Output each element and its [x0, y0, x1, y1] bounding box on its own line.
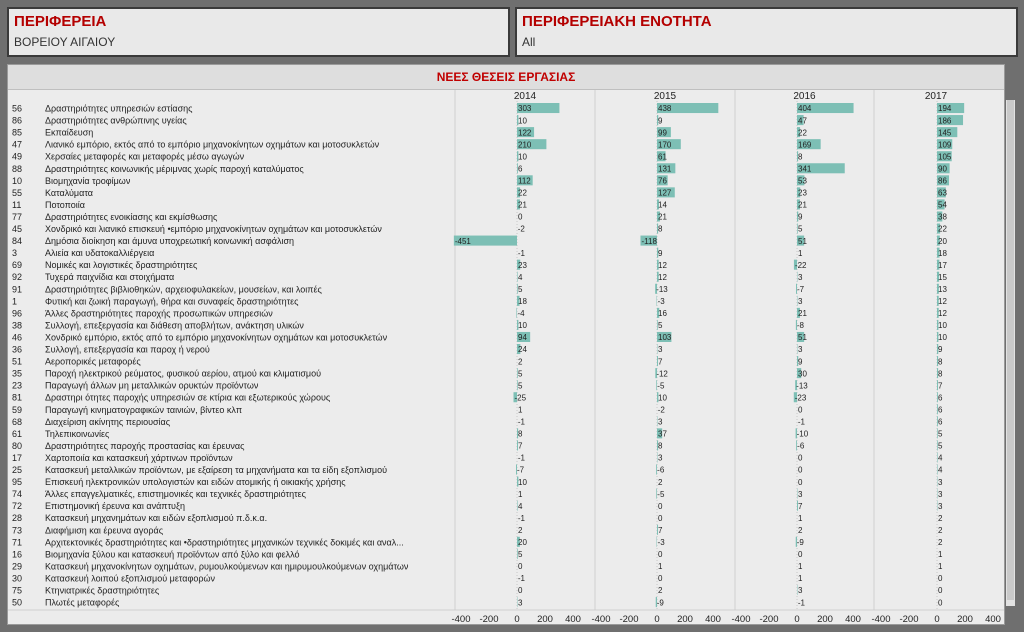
- data-label: 2: [518, 357, 523, 367]
- row-code: 10: [12, 175, 23, 186]
- data-label: -1: [797, 417, 805, 427]
- row-label: Κτηνιατρικές δραστηριότητες: [45, 585, 160, 596]
- data-label: 1: [798, 574, 803, 584]
- row-label: Δραστηριότητες βιβλιοθηκών, αρχειοφυλακείων, μουσείων, και λοιπές: [45, 284, 322, 295]
- data-label: 3: [658, 345, 663, 355]
- data-label: 21: [798, 309, 807, 319]
- data-label: -118: [641, 236, 657, 246]
- data-label: 51: [798, 333, 807, 343]
- data-label: 5: [938, 441, 943, 451]
- data-label: 103: [658, 333, 672, 343]
- data-label: 127: [658, 188, 672, 198]
- row-code: 77: [12, 211, 23, 222]
- data-label: -9: [796, 538, 804, 548]
- data-label: 4: [938, 453, 943, 463]
- row-label: Δραστηριότητες ανθρώπινης υγείας: [45, 115, 187, 126]
- row-label: Άλλες επαγγελματικές, επιστημονικές και τεχνικές δραστηριότητες: [45, 489, 306, 500]
- row-code: 38: [12, 320, 23, 331]
- data-label: 169: [798, 140, 812, 150]
- row-code: 74: [12, 489, 23, 500]
- data-label: 10: [938, 321, 947, 331]
- data-label: 9: [798, 357, 803, 367]
- row-label: Κατασκευή μηχανημάτων και ειδών εξοπλισμού π.δ.κ.α.: [45, 513, 268, 524]
- data-label: 47: [798, 116, 807, 126]
- data-label: 3: [658, 417, 663, 427]
- data-label: 1: [658, 562, 663, 572]
- data-label: 51: [798, 236, 807, 246]
- unit-filter-title: ΠΕΡΙΦΕΡΕΙΑΚΗ ΕΝΟΤΗΤΑ: [522, 13, 712, 30]
- row-label: Επιστημονική έρευνα και ανάπτυξη: [45, 501, 186, 512]
- x-tick-label: 0: [514, 614, 520, 624]
- data-label: 6: [518, 164, 523, 174]
- data-label: -2: [657, 405, 665, 415]
- data-label: 0: [658, 501, 663, 511]
- data-label: 12: [658, 260, 667, 270]
- data-label: -13: [656, 284, 668, 294]
- row-code: 91: [12, 284, 23, 295]
- data-label: 0: [798, 550, 803, 560]
- row-label: Αρχιτεκτονικές δραστηριότητες και •δραστηριότητες μηχανικών τεχνικές δοκιμές και αναλ...: [45, 537, 404, 548]
- row-code: 92: [12, 272, 23, 283]
- data-label: 5: [518, 284, 523, 294]
- data-label: 1: [518, 405, 523, 415]
- data-label: -13: [796, 381, 808, 391]
- data-label: 5: [518, 381, 523, 391]
- data-label: 2: [938, 513, 943, 523]
- data-label: 3: [518, 598, 523, 608]
- x-tick-label: 400: [565, 614, 581, 624]
- facet-header-2015: 2015: [653, 91, 677, 102]
- data-label: 1: [938, 550, 943, 560]
- unit-filter-card[interactable]: [515, 7, 1018, 57]
- data-label: 17: [938, 260, 947, 270]
- data-label: 12: [938, 297, 947, 307]
- row-label: Δραστηριότητες κοινωνικής μέριμνας χωρίς παροχή καταλύματος: [45, 163, 304, 174]
- row-label: Εκπαίδευση: [45, 127, 94, 138]
- row-label: Παραγωγή άλλων μη μεταλλικών ορυκτών προϊόντων: [45, 380, 259, 391]
- data-label: 0: [518, 212, 523, 222]
- data-label: 18: [518, 297, 527, 307]
- row-label: Χονδρικό εμπόριο, εκτός από το εμπόριο μηχανοκίνητων οχημάτων και μοτοσυκλετών: [45, 332, 388, 343]
- row-label: Άλλες δραστηριότητες παροχής προσωπικών υπηρεσιών: [45, 308, 273, 319]
- data-label: 5: [518, 369, 523, 379]
- row-code: 71: [12, 537, 23, 548]
- data-label: 438: [658, 104, 672, 114]
- data-label: 303: [518, 104, 532, 114]
- data-label: -4: [517, 309, 525, 319]
- data-label: 18: [938, 248, 947, 258]
- data-label: 9: [658, 116, 663, 126]
- data-label: 10: [518, 116, 527, 126]
- row-code: 80: [12, 440, 23, 451]
- data-label: 7: [938, 381, 943, 391]
- x-tick-label: 0: [794, 614, 800, 624]
- region-filter-card[interactable]: [7, 7, 510, 57]
- row-label: Τηλεπικοινωνίες: [45, 428, 110, 439]
- row-code: 86: [12, 115, 23, 126]
- data-label: 2: [938, 525, 943, 535]
- x-tick-label: 200: [817, 614, 833, 624]
- row-label: Δραστηριότητες υπηρεσιών εστίασης: [45, 103, 193, 114]
- row-code: 96: [12, 308, 23, 319]
- data-label: -6: [797, 441, 805, 451]
- row-code: 69: [12, 260, 23, 271]
- data-label: 404: [798, 104, 812, 114]
- data-label: 22: [938, 224, 947, 234]
- data-label: 8: [658, 224, 663, 234]
- data-label: -1: [517, 417, 525, 427]
- row-code: 35: [12, 368, 23, 379]
- row-label: Κατασκευή μηχανοκίνητων οχημάτων, ρυμουλκούμενων και ημιρυμουλκούμενων οχημάτων: [45, 561, 409, 572]
- data-label: 1: [798, 562, 803, 572]
- data-label: 12: [658, 272, 667, 282]
- data-label: 341: [798, 164, 812, 174]
- row-label: Βιομηχανία τροφίμων: [45, 175, 131, 186]
- data-label: -8: [796, 321, 805, 331]
- row-code: 50: [12, 597, 23, 608]
- data-label: 99: [658, 128, 667, 138]
- data-label: 9: [938, 345, 943, 355]
- data-label: 38: [938, 212, 947, 222]
- data-label: 7: [658, 525, 663, 535]
- scrollbar-thumb[interactable]: [1007, 100, 1014, 600]
- row-label: Συλλογή, επεξεργασία και παροχ ή νερού: [45, 344, 210, 355]
- row-label: Λιανικό εμπόριο, εκτός από το εμπόριο μηχανοκίνητων οχημάτων και μοτοσυκλετών: [45, 139, 380, 150]
- row-label: Τυχερά παιχνίδια και στοιχήματα: [45, 272, 175, 283]
- row-label: Επισκευή ηλεκτρονικών υπολογιστών και ειδών ατομικής ή οικιακής χρήσης: [45, 477, 346, 488]
- data-label: 3: [938, 501, 943, 511]
- row-code: 11: [12, 199, 22, 210]
- row-label: Δραστηριότητες ενοικίασης και εκμίσθωσης: [45, 211, 218, 222]
- data-label: 2: [518, 525, 523, 535]
- row-label: Κατασκευή μεταλλικών προϊόντων, με εξαίρεση τα μηχανήματα και τα είδη εξοπλισμού: [45, 465, 387, 476]
- data-label: 21: [518, 200, 527, 210]
- row-code: 72: [12, 501, 23, 512]
- data-label: 0: [798, 465, 803, 475]
- data-label: -451: [454, 236, 471, 246]
- data-label: 30: [798, 369, 807, 379]
- data-label: 1: [798, 248, 803, 258]
- data-label: 10: [518, 152, 527, 162]
- row-code: 36: [12, 344, 23, 355]
- data-label: 210: [518, 140, 532, 150]
- row-code: 88: [12, 163, 23, 174]
- row-code: 84: [12, 236, 23, 247]
- data-label: 112: [518, 176, 531, 186]
- data-label: 3: [798, 272, 803, 282]
- x-tick-label: 200: [957, 614, 973, 624]
- x-tick-label: 0: [934, 614, 940, 624]
- data-label: 10: [938, 333, 947, 343]
- row-label: Παραγωγή κινηματογραφικών ταινιών, βίντεο κλπ: [45, 404, 243, 415]
- x-tick-label: -200: [759, 614, 779, 624]
- facet-header-2014: 2014: [513, 91, 537, 102]
- data-label: 63: [938, 188, 947, 198]
- data-label: 76: [658, 176, 667, 186]
- x-tick-label: 400: [985, 614, 1001, 624]
- data-label: 5: [658, 321, 663, 331]
- data-label: -1: [797, 598, 805, 608]
- data-label: 6: [938, 393, 943, 403]
- row-label: Παροχή ηλεκτρικού ρεύματος, φυσικού αερίου, ατμού και κλιματισμού: [45, 368, 322, 379]
- row-label: Διαφήμιση και έρευνα αγοράς: [45, 525, 164, 536]
- row-code: 30: [12, 573, 23, 584]
- data-label: 0: [938, 598, 943, 608]
- x-tick-label: -200: [479, 614, 499, 624]
- data-label: 3: [798, 489, 803, 499]
- data-label: 20: [518, 538, 527, 548]
- data-label: 170: [658, 140, 672, 150]
- data-label: 0: [518, 562, 523, 572]
- x-tick-label: 200: [677, 614, 693, 624]
- data-label: 86: [938, 176, 947, 186]
- data-label: 4: [938, 465, 943, 475]
- x-tick-label: -200: [899, 614, 919, 624]
- row-label: Πλωτές μεταφορές: [45, 597, 120, 608]
- data-label: -1: [517, 248, 525, 258]
- data-label: 13: [938, 284, 947, 294]
- x-tick-label: 200: [537, 614, 553, 624]
- data-label: -3: [657, 297, 665, 307]
- row-label: Νομικές και λογιστικές δραστηριότητες: [45, 260, 198, 271]
- row-label: Δραστηριότητες παροχής προστασίας και έρευνας: [45, 440, 245, 451]
- data-label: 23: [518, 260, 527, 270]
- data-label: -5: [657, 489, 665, 499]
- data-label: 0: [938, 586, 943, 596]
- data-label: 15: [938, 272, 947, 282]
- row-code: 75: [12, 585, 23, 596]
- row-code: 16: [12, 549, 23, 560]
- row-code: 45: [12, 224, 23, 235]
- data-label: 20: [938, 236, 947, 246]
- data-label: 0: [658, 550, 663, 560]
- vertical-scrollbar[interactable]: [1006, 100, 1015, 606]
- row-code: 23: [12, 380, 23, 391]
- x-tick-label: -400: [731, 614, 751, 624]
- data-label: 0: [658, 513, 663, 523]
- row-code: 28: [12, 513, 23, 524]
- data-label: -7: [517, 465, 525, 475]
- row-code: 25: [12, 465, 23, 476]
- data-label: 8: [658, 441, 663, 451]
- data-label: 6: [938, 417, 943, 427]
- x-tick-label: -400: [871, 614, 891, 624]
- row-label: Χαρτοποιία και κατασκευή χάρτινων προϊόντων: [45, 452, 233, 463]
- data-label: 194: [938, 104, 952, 114]
- row-code: 81: [12, 392, 23, 403]
- x-tick-label: 0: [654, 614, 660, 624]
- data-label: 53: [798, 176, 807, 186]
- x-tick-label: -200: [619, 614, 639, 624]
- data-label: -2: [517, 224, 525, 234]
- row-code: 3: [12, 248, 18, 259]
- data-label: 5: [518, 550, 523, 560]
- row-label: Αεροπορικές μεταφορές: [45, 356, 141, 367]
- data-label: -5: [657, 381, 665, 391]
- row-label: Δραστηρι ότητες παροχής υπηρεσιών σε κτίρια και εξωτερικούς χώρους: [45, 392, 331, 403]
- row-label: Φυτική και ζωική παραγωγή, θήρα και συναφείς δραστηριότητες: [45, 296, 299, 307]
- x-tick-label: -400: [451, 614, 471, 624]
- region-filter-title: ΠΕΡΙΦΕΡΕΙΑ: [14, 13, 107, 30]
- data-label: 109: [938, 140, 952, 150]
- data-label: 2: [658, 477, 663, 487]
- data-label: 8: [938, 369, 943, 379]
- data-label: 145: [938, 128, 952, 138]
- data-label: -1: [517, 453, 525, 463]
- data-label: 0: [798, 477, 803, 487]
- data-label: 105: [938, 152, 952, 162]
- data-label: 1: [798, 513, 803, 523]
- data-label: 94: [518, 333, 527, 343]
- data-label: 0: [798, 453, 803, 463]
- data-label: 10: [658, 393, 667, 403]
- data-label: 7: [518, 441, 523, 451]
- data-label: 5: [938, 429, 943, 439]
- data-label: -1: [517, 513, 525, 523]
- row-label: Συλλογή, επεξεργασία και διάθεση αποβλήτων, ανάκτηση υλικών: [45, 320, 304, 331]
- data-label: 14: [658, 200, 667, 210]
- data-label: 21: [658, 212, 667, 222]
- data-label: 3: [798, 345, 803, 355]
- row-code: 59: [12, 404, 23, 415]
- data-label: 131: [658, 164, 672, 174]
- data-label: 0: [658, 574, 663, 584]
- chart-panel: [7, 64, 1005, 625]
- data-label: -6: [657, 465, 665, 475]
- data-label: 7: [798, 501, 803, 511]
- data-label: 22: [518, 188, 527, 198]
- x-tick-label: -400: [591, 614, 611, 624]
- data-label: 3: [798, 586, 803, 596]
- data-label: 0: [798, 405, 803, 415]
- row-label: Διαχείριση ακίνητης περιουσίας: [45, 416, 171, 427]
- data-label: -1: [517, 574, 525, 584]
- data-label: 37: [658, 429, 667, 439]
- data-label: 10: [518, 321, 527, 331]
- data-label: 5: [798, 224, 803, 234]
- data-label: -12: [656, 369, 668, 379]
- data-label: 2: [658, 586, 663, 596]
- data-label: 6: [938, 405, 943, 415]
- data-label: -22: [794, 260, 807, 270]
- row-label: Κατασκευή λοιπού εξοπλισμού μεταφορών: [45, 573, 215, 584]
- data-label: 8: [518, 429, 523, 439]
- data-label: 3: [938, 477, 943, 487]
- data-label: 122: [518, 128, 532, 138]
- region-filter-value[interactable]: ΒΟΡΕΙΟΥ ΑΙΓΑΙΟΥ: [14, 35, 116, 49]
- data-label: 9: [798, 212, 803, 222]
- row-code: 1: [12, 296, 18, 307]
- data-label: -25: [514, 393, 527, 403]
- x-tick-label: 400: [845, 614, 861, 624]
- unit-filter-value[interactable]: All: [522, 35, 536, 49]
- row-code: 46: [12, 332, 23, 343]
- data-label: -10: [796, 429, 809, 439]
- row-code: 85: [12, 127, 23, 138]
- row-label: Καταλύματα: [45, 187, 93, 198]
- facet-header-2017: 2017: [924, 91, 948, 102]
- data-label: -9: [656, 598, 664, 608]
- data-label: -23: [794, 393, 807, 403]
- data-label: 90: [938, 164, 947, 174]
- data-label: 16: [658, 309, 667, 319]
- data-label: 3: [938, 489, 943, 499]
- row-code: 55: [12, 187, 23, 198]
- data-label: 186: [938, 116, 952, 126]
- data-label: 22: [798, 128, 807, 138]
- x-tick-label: 400: [705, 614, 721, 624]
- data-label: 4: [518, 272, 523, 282]
- data-label: 8: [938, 357, 943, 367]
- row-code: 47: [12, 139, 23, 150]
- data-label: 7: [658, 357, 663, 367]
- data-label: 10: [518, 477, 527, 487]
- data-label: 54: [938, 200, 947, 210]
- data-label: 3: [798, 297, 803, 307]
- data-label: 12: [938, 309, 947, 319]
- data-label: 9: [658, 248, 663, 258]
- data-label: -7: [797, 284, 805, 294]
- data-label: 0: [518, 586, 523, 596]
- data-label: 8: [798, 152, 803, 162]
- row-code: 73: [12, 525, 23, 536]
- row-code: 68: [12, 416, 23, 427]
- data-label: 21: [798, 200, 807, 210]
- row-code: 49: [12, 151, 23, 162]
- chart-title: ΝΕΕΣ ΘΕΣΕΙΣ ΕΡΓΑΣΙΑΣ: [8, 65, 1004, 90]
- data-label: 61: [658, 152, 667, 162]
- data-label: 3: [658, 453, 663, 463]
- data-label: 0: [938, 574, 943, 584]
- row-code: 29: [12, 561, 23, 572]
- row-label: Αλιεία και υδατοκαλλιέργεια: [45, 248, 155, 259]
- row-label: Βιομηχανία ξύλου και κατασκευή προϊόντων από ξύλο και φελλό: [45, 549, 300, 560]
- row-code: 56: [12, 103, 23, 114]
- data-label: 23: [798, 188, 807, 198]
- row-label: Δημόσια διοίκηση και άμυνα υποχρεωτική κοινωνική ασφάλιση: [45, 236, 295, 247]
- row-code: 95: [12, 477, 23, 488]
- data-label: 4: [518, 501, 523, 511]
- row-code: 17: [12, 452, 23, 463]
- bar-chart: [8, 65, 1004, 624]
- data-label: 24: [518, 345, 527, 355]
- data-label: -3: [657, 538, 665, 548]
- facet-header-2016: 2016: [793, 91, 816, 102]
- row-code: 61: [12, 428, 23, 439]
- row-label: Χερσαίες μεταφορές και μεταφορές μέσω αγωγών: [45, 151, 245, 162]
- data-label: 1: [518, 489, 523, 499]
- data-label: 2: [798, 525, 803, 535]
- data-label: 2: [938, 538, 943, 548]
- row-label: Χονδρικό και λιανικό επισκευή •εμπόριο μηχανοκίνητων οχημάτων και μοτοσυκλετών: [45, 224, 382, 235]
- row-code: 51: [12, 356, 23, 367]
- row-label: Ποτοποιία: [45, 199, 85, 210]
- data-label: 1: [938, 562, 943, 572]
